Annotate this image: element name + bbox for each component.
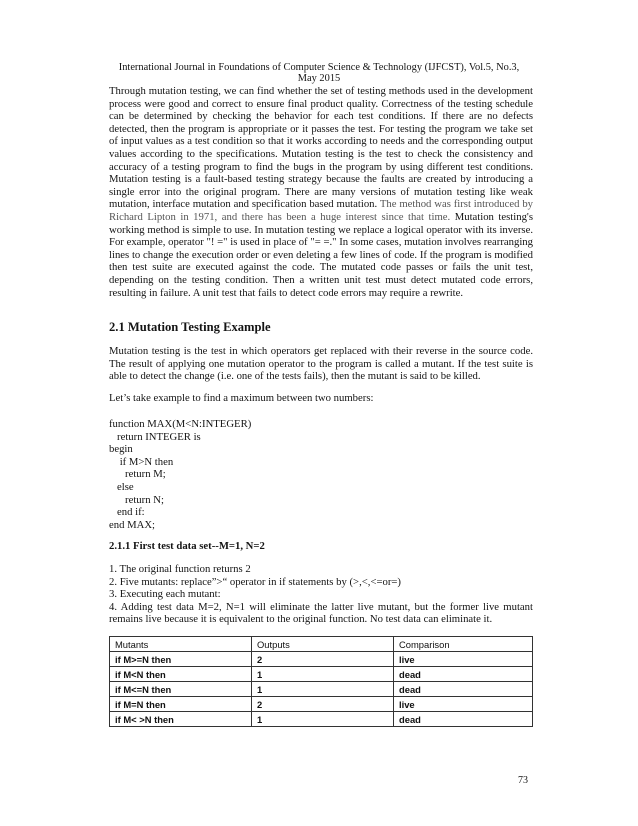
table-row: [110, 667, 533, 682]
example-intro: Let’s take example to find a maximum between two numbers:: [109, 392, 374, 404]
code-block: [109, 418, 251, 531]
list-item: 2. Five mutants: replace”>“ operator in if statements by (>,<,<=or=): [109, 575, 401, 588]
code-line: else: [109, 480, 134, 493]
table-cell: dead: [394, 682, 533, 697]
table-cell: live: [394, 652, 533, 667]
code-line: end if:: [109, 506, 145, 519]
table-cell: 1: [252, 667, 394, 682]
intro-paragraph-main: Through mutation testing, we can find whether the set of testing methods used in the development process were good and correct to ensure final product quality. Correctness of the testing schedule can be determined by checking the behavior for each test conditions. If there are no defects detected, then the program is appropriate or it passes the test. For testing the program we take set of input values as a test condition so that it works according to needs and the corresponding output values according to the specifications. Mutation testing is the test to check the consistency and accuracy of a testing program to find the bugs in the program by using different test conditions. Mutation testing is a fault-based testing strategy because the faults are created by introducing a single error into the original program. There are many versions of mutation testing like weak mutation, interface mutation and specification based mutation.: [109, 85, 533, 211]
list-item: 4. Adding test data M=2, N=1 will eliminate the latter live mutant, but the former live mutant remains live because it is equivalent to the original function. No test data can eliminate it.: [109, 600, 533, 626]
table-row: [110, 712, 533, 727]
table-cell: 2: [252, 652, 394, 667]
table-cell: 1: [252, 712, 394, 727]
subsection-heading: 2.1.1 First test data set--M=1, N=2: [109, 540, 265, 552]
section-heading: 2.1 Mutation Testing Example: [109, 320, 271, 334]
column-header-outputs: Outputs: [252, 637, 394, 652]
page-number: 73: [518, 775, 528, 786]
table-row: [110, 682, 533, 697]
table-cell: if M<N then: [110, 667, 252, 682]
table-cell: 1: [252, 682, 394, 697]
table-row: [110, 697, 533, 712]
table-cell: 2: [252, 697, 394, 712]
section-paragraph: Mutation testing is the test in which operators get replaced with their reverse in the source code. The result of applying one mutation operator to the program is called a mutant. If the test suite is able to detect the change (i.e. one of the tests fails), then the mutant is said to be killed.: [109, 345, 533, 383]
code-line: return M;: [109, 468, 166, 481]
table-cell: if M<=N then: [110, 682, 252, 697]
column-header-mutants: Mutants: [110, 637, 252, 652]
intro-paragraph-rest: Mutation testing's working method is simple to use. In mutation testing we replace a logical operator with its inverse. For example, operator "! =" is used in place of "= =." In some cases, mutation involves rearranging lines to change the execution order or even deleting a few lines of code. If the program is modified then test suite are executed against the code. The mutated code passes or fails the unit test, depending on the testing condition. Then a written unit test must detect mutated code errors, resulting in failure. A unit test that fails to detect code errors may require a rewrite.: [109, 210, 534, 299]
journal-header: International Journal in Foundations of Computer Science & Technology (IJFCST), Vol.5, No.3, May 2015: [118, 62, 520, 84]
table-header-row: [110, 637, 533, 652]
mutants-table: [109, 636, 533, 727]
code-line: return INTEGER is: [109, 430, 201, 443]
table-cell: if M=N then: [110, 697, 252, 712]
table-cell: live: [394, 697, 533, 712]
steps-list: [109, 563, 533, 626]
table-cell: if M>=N then: [110, 652, 252, 667]
list-item: 1. The original function returns 2: [109, 563, 251, 575]
table-cell: dead: [394, 712, 533, 727]
code-line: if M>N then: [109, 455, 174, 468]
code-line: begin: [109, 443, 133, 456]
code-line: end MAX;: [109, 518, 156, 531]
table-row: [110, 652, 533, 667]
table-cell: dead: [394, 667, 533, 682]
intro-paragraph-history: The method was first introduced by Richard Lipton in 1971, and there has been a huge interest since that time.: [109, 198, 534, 223]
code-line: function MAX(M<N:INTEGER): [109, 418, 252, 430]
table-cell: if M< >N then: [110, 712, 252, 727]
intro-paragraph: [109, 85, 533, 299]
list-item: 3. Executing each mutant:: [109, 588, 221, 601]
column-header-comparison: Comparison: [394, 637, 533, 652]
code-line: return N;: [109, 493, 164, 506]
